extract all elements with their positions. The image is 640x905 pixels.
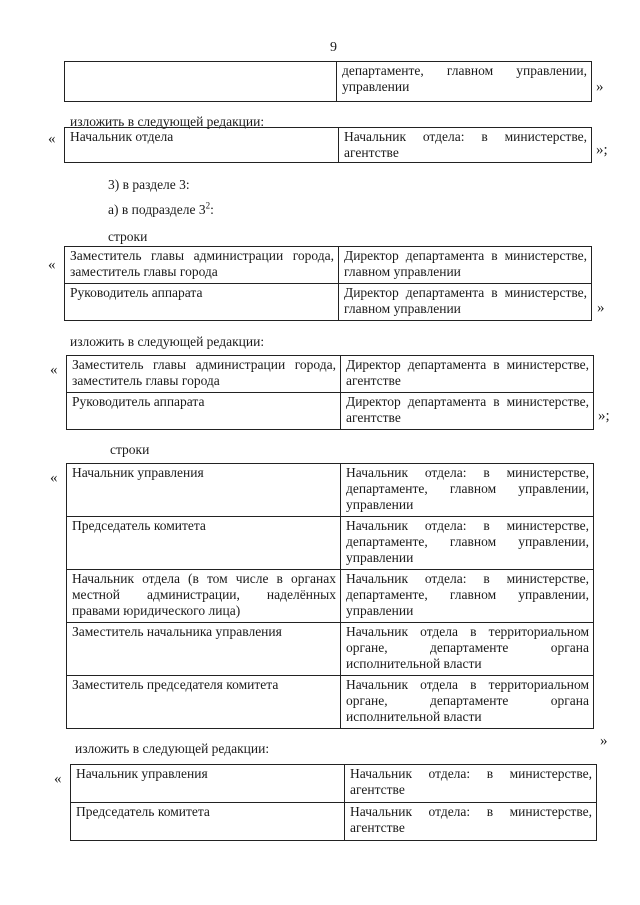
table-old-2 — [64, 246, 592, 321]
table-cell: Руководитель аппарата — [65, 284, 339, 321]
paragraph — [108, 202, 214, 218]
table-row — [67, 464, 594, 517]
open-quote: « — [48, 131, 56, 147]
paragraph: изложить в следующей редакции: — [70, 334, 265, 349]
table-continuation — [64, 61, 592, 102]
table-cell: Заместитель главы администрации города, заместитель главы города — [65, 247, 339, 284]
table-cell: Начальник отдела в территориальном органе, департаменте органа исполнительной власти — [341, 676, 594, 729]
close-quote-semicolon: »; — [596, 142, 608, 158]
table-row — [67, 623, 594, 676]
table-cell: Начальник управления — [67, 464, 341, 517]
paragraph: строки — [110, 442, 150, 457]
table-cell: Начальник отдела: в министерстве, агентстве — [345, 765, 597, 803]
colon: : — [210, 202, 214, 217]
open-quote: « — [50, 470, 58, 486]
table-row — [65, 128, 592, 163]
table-cell: Начальник отдела (в том числе в органах местной администрации, наделённых правами юридического лица) — [67, 570, 341, 623]
paragraph: изложить в следующей редакции: — [70, 114, 265, 129]
table-row — [71, 803, 597, 841]
table-cell: Председатель комитета — [71, 803, 345, 841]
table-cell: департаменте, главном управлении, управлении — [337, 62, 592, 102]
table-cell: Руководитель аппарата — [67, 393, 341, 430]
table-new-1 — [64, 127, 592, 163]
paragraph: строки — [108, 229, 148, 244]
table-cell: Начальник отдела: в министерстве, департаменте, главном управлении, управлении — [341, 464, 594, 517]
table-cell: Начальник отдела: в министерстве, агентстве — [339, 128, 592, 163]
table-cell: Начальник отдела: в министерстве, департаменте, главном управлении, управлении — [341, 517, 594, 570]
table-old-3 — [66, 463, 594, 729]
table-cell: Директор департамента в министерстве, главном управлении — [339, 284, 592, 321]
table-cell: Заместитель председателя комитета — [67, 676, 341, 729]
close-quote: » — [597, 300, 605, 316]
open-quote: « — [54, 771, 62, 787]
table-cell: Заместитель главы администрации города, заместитель главы города — [67, 356, 341, 393]
table-row — [67, 676, 594, 729]
close-quote: » — [596, 79, 604, 95]
table-cell: Директор департамента в министерстве, главном управлении — [339, 247, 592, 284]
table-cell: Председатель комитета — [67, 517, 341, 570]
subsection-text: а) в подразделе 3 — [108, 202, 206, 217]
table-row — [65, 284, 592, 321]
table-row — [67, 570, 594, 623]
superscript: 2 — [205, 200, 211, 211]
table-cell: Директор департамента в министерстве, агентстве — [341, 356, 594, 393]
table-cell: Директор департамента в министерстве, агентстве — [341, 393, 594, 430]
paragraph: 3) в разделе 3: — [108, 177, 190, 192]
table-cell — [65, 62, 337, 102]
table-cell: Начальник отдела: в министерстве, агентстве — [345, 803, 597, 841]
page-number: 9 — [330, 40, 337, 55]
table-cell: Начальник отдела — [65, 128, 339, 163]
table-cell: Заместитель начальника управления — [67, 623, 341, 676]
open-quote: « — [50, 362, 58, 378]
table-row — [67, 393, 594, 430]
table-row — [65, 62, 592, 102]
table-row — [67, 356, 594, 393]
table-new-2 — [66, 355, 594, 430]
open-quote: « — [48, 257, 56, 273]
table-new-3 — [70, 764, 597, 841]
table-cell: Начальник управления — [71, 765, 345, 803]
table-row — [65, 247, 592, 284]
table-row — [71, 765, 597, 803]
close-quote: » — [600, 733, 608, 749]
paragraph: изложить в следующей редакции: — [75, 741, 270, 756]
table-row — [67, 517, 594, 570]
close-quote-semicolon: »; — [598, 408, 610, 424]
table-cell: Начальник отдела: в министерстве, департаменте, главном управлении, управлении — [341, 570, 594, 623]
table-cell: Начальник отдела в территориальном органе, департаменте органа исполнительной власти — [341, 623, 594, 676]
